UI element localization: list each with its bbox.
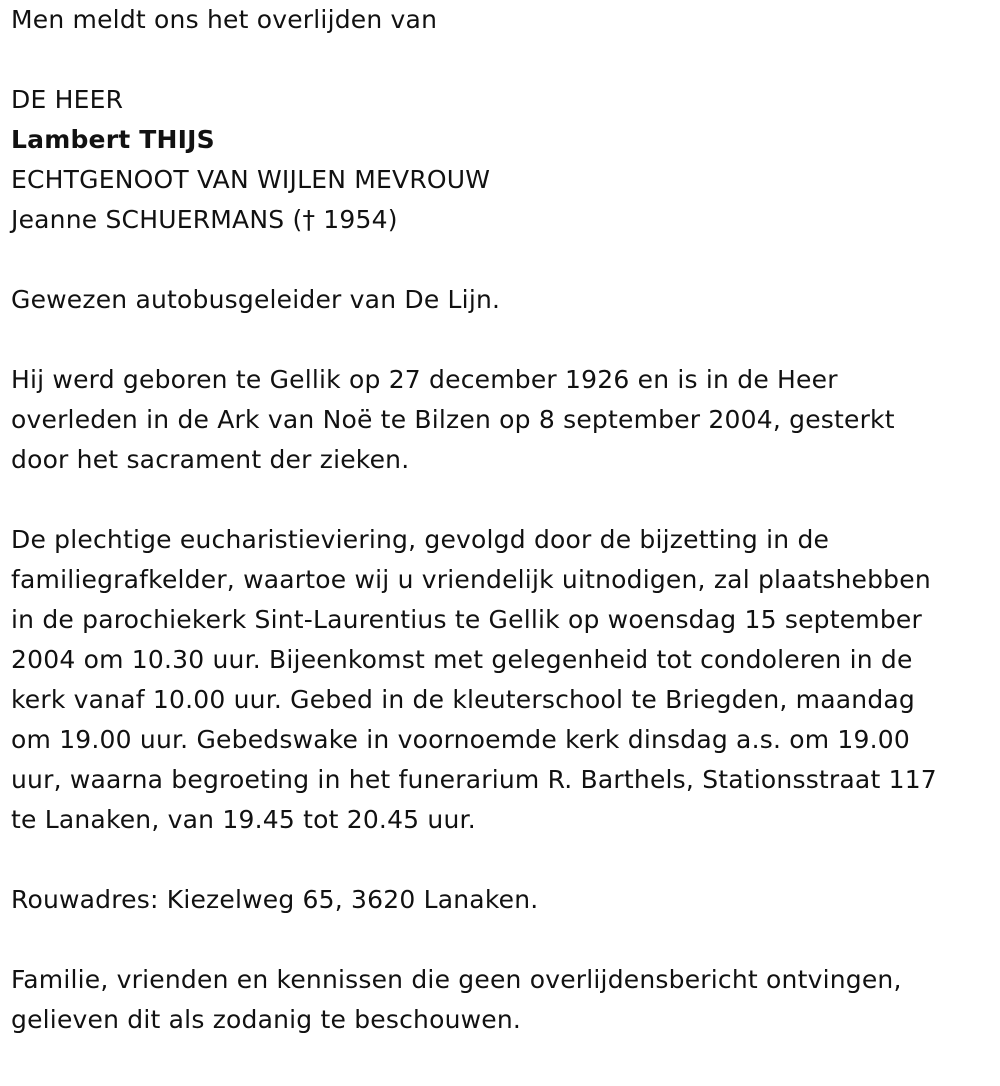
spacer — [11, 840, 991, 880]
ceremony-paragraph — [11, 520, 991, 840]
paragraph-line: Familie, vrienden en kennissen die geen overlijdensbericht ontvingen, — [11, 965, 902, 994]
closing-paragraph — [11, 960, 991, 1040]
paragraph-line: overleden in de Ark van Noë te Bilzen op 8 september 2004, gesterkt — [11, 405, 895, 434]
paragraph-line: kerk vanaf 10.00 uur. Gebed in de kleuterschool te Briegden, maandag — [11, 685, 915, 714]
paragraph-line: Hij werd geboren te Gellik op 27 december 1926 en is in de Heer — [11, 365, 838, 394]
paragraph-line: om 19.00 uur. Gebedswake in voornoemde kerk dinsdag a.s. om 19.00 — [11, 725, 910, 754]
occupation-line: Gewezen autobusgeleider van De Lijn. — [11, 285, 501, 314]
paragraph-line: door het sacrament der zieken. — [11, 445, 410, 474]
spacer — [11, 320, 991, 360]
spouse-line — [11, 200, 991, 240]
paragraph-line: 2004 om 10.30 uur. Bijeenkomst met gelegenheid tot condoleren in de — [11, 645, 913, 674]
intro-line: Men meldt ons het overlijden van — [11, 5, 438, 34]
paragraph-line: De plechtige eucharistieviering, gevolgd door de bijzetting in de — [11, 525, 830, 554]
paragraph-line: te Lanaken, van 19.45 tot 20.45 uur. — [11, 805, 476, 834]
paragraph-line: gelieven dit als zodanig te beschouwen. — [11, 1005, 522, 1034]
death-notice — [11, 0, 991, 1040]
spouse-name: Jeanne SCHUERMANS ( — [11, 205, 303, 234]
title-line: DE HEER — [11, 85, 124, 114]
cross-icon: † — [302, 205, 316, 234]
spacer — [11, 40, 991, 80]
paragraph-line: familiegrafkelder, waartoe wij u vriendelijk uitnodigen, zal plaatshebben — [11, 565, 931, 594]
paragraph-line: uur, waarna begroeting in het funerarium R. Barthels, Stationsstraat 117 — [11, 765, 937, 794]
deceased-name: Lambert THIJS — [11, 125, 215, 154]
spacer — [11, 240, 991, 280]
spacer — [11, 480, 991, 520]
spouse-death-year: 1954) — [315, 205, 398, 234]
paragraph-line: in de parochiekerk Sint-Laurentius te Gellik op woensdag 15 september — [11, 605, 922, 634]
spouse-label: ECHTGENOOT VAN WIJLEN MEVROUW — [11, 165, 491, 194]
mourning-address: Rouwadres: Kiezelweg 65, 3620 Lanaken. — [11, 885, 539, 914]
biography-paragraph — [11, 360, 991, 480]
spacer — [11, 920, 991, 960]
